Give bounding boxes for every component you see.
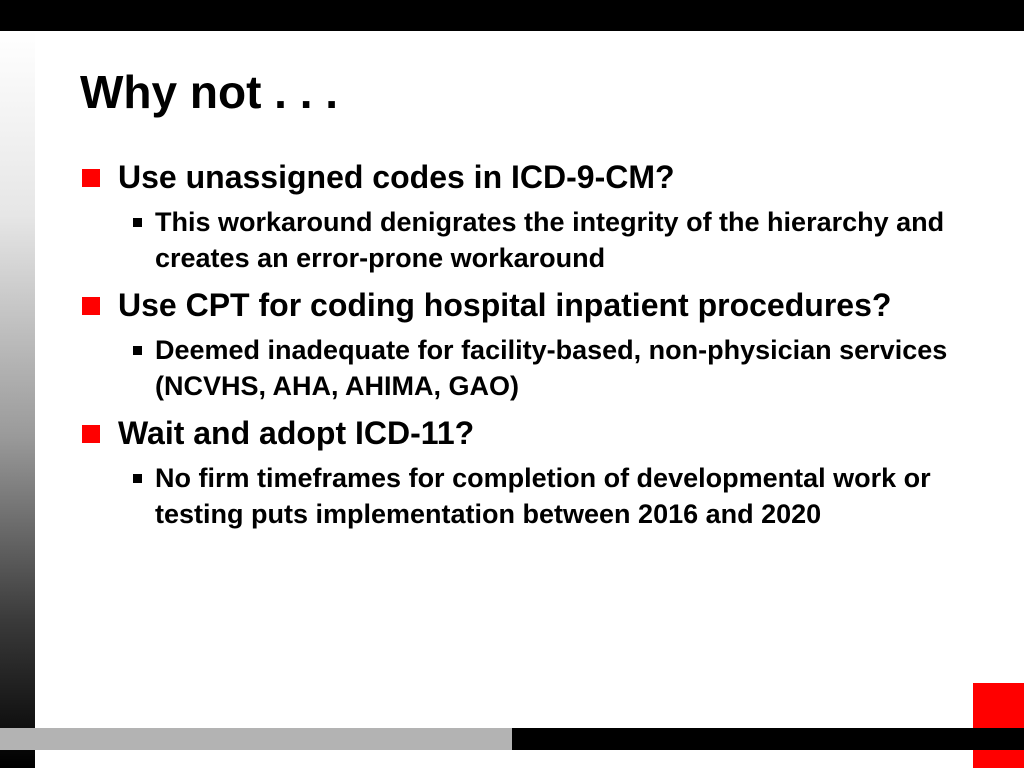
red-accent-block-upper xyxy=(973,683,1024,728)
red-square-bullet-icon xyxy=(82,297,100,315)
sub-bullet-text: No firm timeframes for completion of developmental work or testing puts implementation between 2016 and 2020 xyxy=(155,463,931,529)
bullet-list xyxy=(80,156,960,540)
bullet-text: Use CPT for coding hospital inpatient procedures? xyxy=(118,287,892,323)
bottom-grey-bar xyxy=(0,728,512,750)
black-square-bullet-icon xyxy=(133,474,142,483)
sub-bullet-item xyxy=(80,332,960,404)
bullet-item xyxy=(80,412,960,454)
red-accent-block-lower xyxy=(973,750,1024,768)
bullet-text: Use unassigned codes in ICD-9-CM? xyxy=(118,159,675,195)
sub-bullet-item xyxy=(80,204,960,276)
top-decorative-bar xyxy=(0,0,1024,31)
bottom-black-bar xyxy=(512,728,1024,750)
black-square-bullet-icon xyxy=(133,346,142,355)
sub-bullet-text: This workaround denigrates the integrity of the hierarchy and creates an error-prone workaround xyxy=(155,207,945,273)
red-square-bullet-icon xyxy=(82,169,100,187)
slide-title: Why not . . . xyxy=(80,66,339,118)
sub-bullet-text: Deemed inadequate for facility-based, non-physician services (NCVHS, AHA, AHIMA, GAO) xyxy=(155,335,948,401)
sub-bullet-item xyxy=(80,460,960,532)
black-square-bullet-icon xyxy=(133,218,142,227)
left-gradient-strip xyxy=(0,31,35,768)
bullet-item xyxy=(80,284,960,326)
bullet-item xyxy=(80,156,960,198)
red-square-bullet-icon xyxy=(82,425,100,443)
bullet-text: Wait and adopt ICD-11? xyxy=(118,415,475,451)
